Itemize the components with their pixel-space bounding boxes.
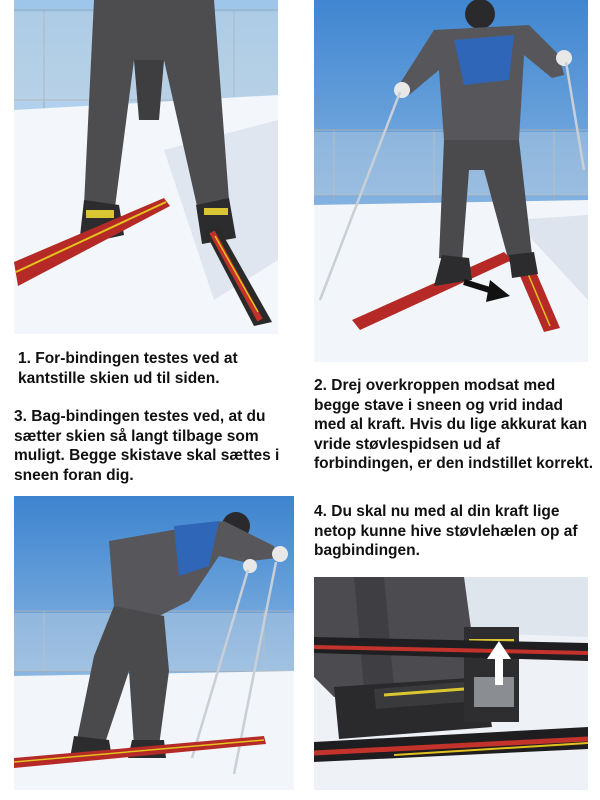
step-1-text: For-bindingen testes ved at kantstille skien ud til siden. — [18, 350, 238, 387]
photo-twist-upper-body — [314, 0, 588, 362]
photo-rear-binding-lean — [14, 496, 294, 790]
step-4-caption — [314, 502, 584, 561]
photo-front-binding-edge — [14, 0, 278, 334]
step-4-number: 4. — [314, 503, 327, 520]
step-2-number: 2. — [314, 377, 327, 394]
step-2-text: Drej overkroppen modsat med begge stave i sneen og vrid indad med al kraft. Hvis du lige akkurat kan vride støvlespidsen ud af forbindingen, er den indstillet korrekt. — [314, 377, 594, 472]
step-3-text: Bag-bindingen testes ved, at du sætter skien så langt tilbage som muligt. Begge skistave skal sættes i sneen foran dig. — [14, 408, 280, 484]
step-1-number: 1. — [18, 350, 31, 367]
step-4-text: Du skal nu med al din kraft lige netop kunne hive støvlehælen op af bagbindingen. — [314, 503, 578, 559]
step-1-caption — [18, 349, 258, 388]
photo-heel-lift-closeup — [314, 577, 588, 790]
step-2-caption — [314, 376, 598, 474]
step-3-number: 3. — [14, 408, 27, 425]
step-3-caption — [14, 407, 306, 485]
